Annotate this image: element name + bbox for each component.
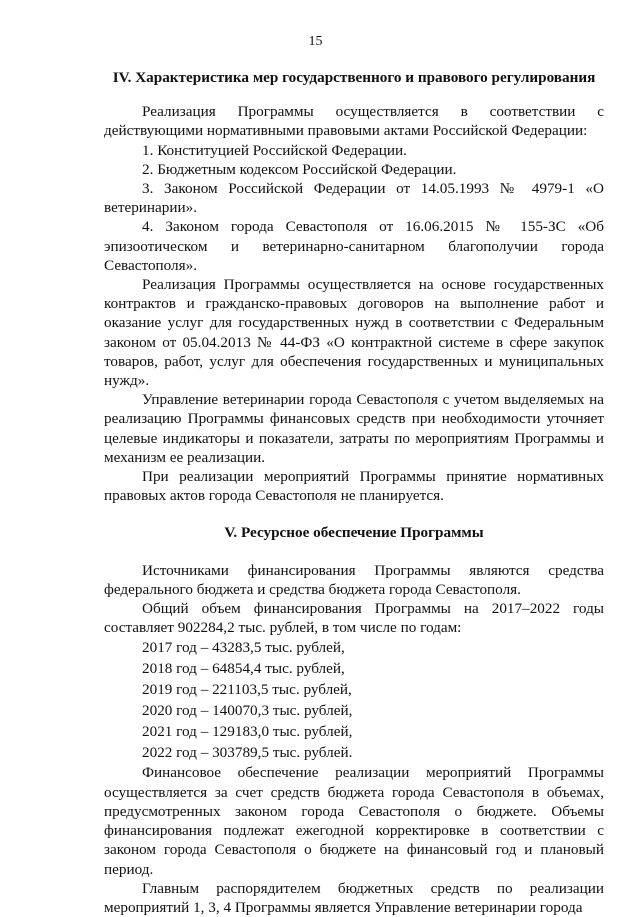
funding-year-item: 2022 год – 303789,5 тыс. рублей.: [142, 744, 353, 762]
section-v-paragraph: Главным распорядителем бюджетных средств по реализации мероприятий 1, 3, 4 Программы является Управление ветеринарии города: [104, 879, 604, 916]
legal-act-item: 4. Законом города Севастополя от 16.06.2015 № 155-ЗС «Об эпизоотическом и ветеринарно-санитарном благополучии города Севастополя».: [104, 218, 604, 274]
page-number: 15: [308, 34, 323, 49]
funding-year-item: 2018 год – 64854,4 тыс. рублей,: [142, 660, 345, 678]
section-v-paragraph: Источниками финансирования Программы являются средства федерального бюджета и средства бюджета города Севастополя.: [104, 561, 604, 598]
legal-act-item: 2. Бюджетным кодексом Российской Федерации.: [142, 160, 457, 178]
section-v-paragraph: Финансовое обеспечение реализации мероприятий Программы осуществляется за счет средств бюджета города Севастополя в объемах, предусмотренных законом города Севастополя о бюджете. Объемы финансирования подлежат ежегодной корректировке в соответствии с законом города Севастополя о бюджете на финансовый год и плановый период.: [104, 764, 604, 878]
page-content: [104, 64, 604, 917]
section-v-heading: V. Ресурсное обеспечение Программы: [224, 524, 484, 542]
funding-year-item: 2020 год – 140070,3 тыс. рублей,: [142, 702, 353, 720]
section-iv-paragraph: Реализация Программы осуществляется на основе государственных контрактов и гражданско-правовых договоров на выполнение работ и оказание услуг для государственных нужд в соответствии с Федеральным законом от 05.04.2013 № 44-ФЗ «О контрактной системе в сфере закупок товаров, работ, услуг для обеспечения государственных и муниципальных нужд».: [104, 276, 604, 390]
section-iv-paragraph: При реализации мероприятий Программы принятие нормативных правовых актов города Севастополя не планируется.: [104, 468, 604, 505]
section-iv-paragraph: Управление ветеринарии города Севастополя с учетом выделяемых на реализацию Программы финансовых средств при необходимости уточняет целевые индикаторы и показатели, затраты по мероприятиям Программы и механизм ее реализации.: [104, 391, 604, 466]
legal-act-item: 1. Конституцией Российской Федерации.: [142, 141, 407, 159]
section-v-paragraph: Общий объем финансирования Программы на 2017–2022 годы составляет 902284,2 тыс. рублей, в том числе по годам:: [104, 600, 604, 637]
funding-year-item: 2021 год – 129183,0 тыс. рублей,: [142, 723, 353, 741]
section-iv-intro: Реализация Программы осуществляется в соответствии с действующими нормативными правовыми актами Российской Федерации:: [104, 103, 604, 140]
funding-year-item: 2017 год – 43283,5 тыс. рублей,: [142, 639, 345, 657]
legal-act-item: 3. Законом Российской Федерации от 14.05.1993 № 4979-1 «О ветеринарии».: [104, 180, 604, 217]
funding-by-year-list: [104, 637, 604, 763]
funding-year-item: 2019 год – 221103,5 тыс. рублей,: [142, 681, 352, 699]
section-iv-heading: IV. Характеристика мер государственного и правового регулирования: [112, 69, 596, 86]
